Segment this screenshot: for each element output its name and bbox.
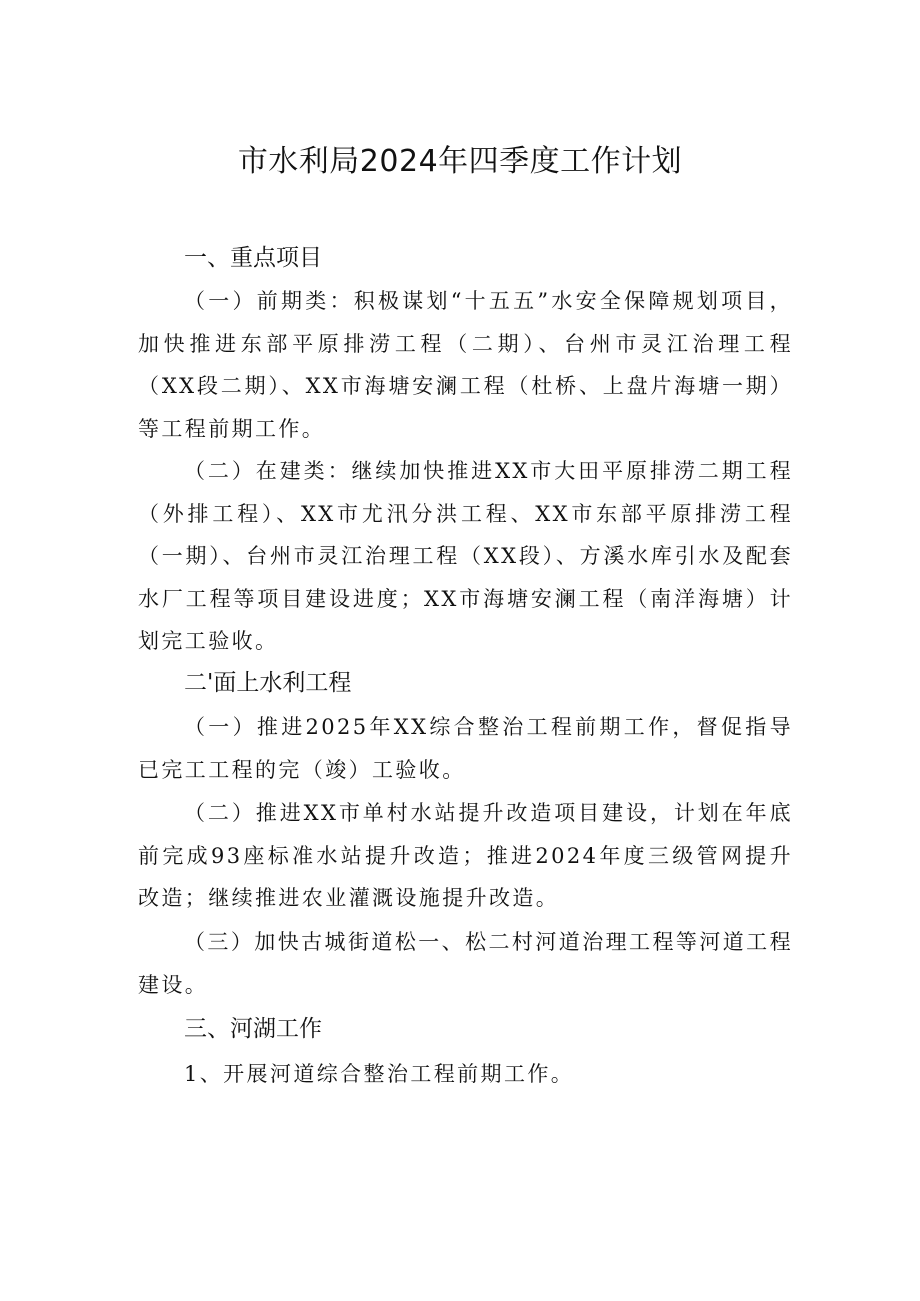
section-heading-water-projects: 二'面上水利工程 bbox=[184, 670, 352, 696]
paragraph-river-governance: （三）加快古城街道松一、松二村河道治理工程等河道工程建设。 bbox=[138, 930, 793, 997]
paragraph-river-improvement: 1、开展河道综合整治工程前期工作。 bbox=[184, 1062, 575, 1086]
paragraph-water-station-upgrade: （二）推进XX市单村水站提升改造项目建设，计划在年底前完成93座标准水站提升改造；推进2024年度三级管网提升改造；继续推进农业灌溉设施提升改造。 bbox=[138, 801, 793, 910]
paragraph-comprehensive-improvement: （一）推进2025年XX综合整治工程前期工作，督促指导已完工工程的完（竣）工验收。 bbox=[138, 715, 793, 782]
document-title: 市水利局2024年四季度工作计划 bbox=[237, 144, 683, 179]
section-heading-rivers-lakes: 三、河湖工作 bbox=[184, 1016, 322, 1042]
paragraph-preliminary-projects: （一）前期类：积极谋划“十五五”水安全保障规划项目，加快推进东部平原排涝工程（二期）、台州市灵江治理工程（XX段二期）、XX市海塘安澜工程（杜桥、上盘片海塘一期）等工程前期工作。 bbox=[138, 289, 793, 441]
section-heading-key-projects: 一、重点项目 bbox=[184, 245, 322, 271]
paragraph-projects-under-construction: （二）在建类：继续加快推进XX市大田平原排涝二期工程（外排工程）、XX市尤汛分洪工程、XX市东部平原排涝工程（一期）、台州市灵江治理工程（XX段）、方溪水库引水及配套水厂工程等项目建设进度；XX市海塘安澜工程（南洋海塘）计划完工验收。 bbox=[138, 459, 793, 653]
